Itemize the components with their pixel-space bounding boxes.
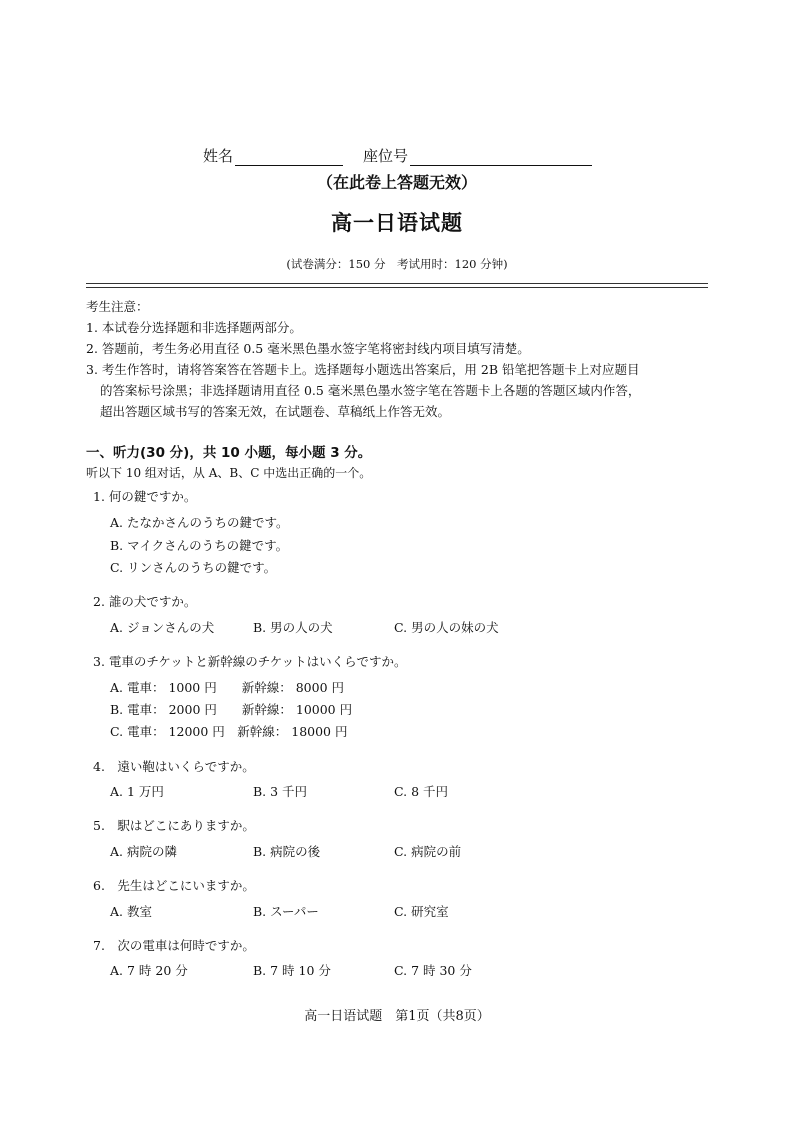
- question-2-option-c: C. 男の人の妹の犬: [394, 620, 499, 635]
- exam-subtitle: (试卷满分：150 分 考试用时：120 分钟): [286, 257, 508, 271]
- seat-blank[interactable]: [410, 149, 592, 166]
- exam-notes: [86, 296, 640, 422]
- question-3-option-c: C. 電車： 12000 円 新幹線： 18000 円: [110, 724, 348, 739]
- question-3-option-a: A. 電車： 1000 円 新幹線： 8000 円: [110, 680, 344, 695]
- name-seat-line: [203, 145, 592, 166]
- page-title: 高一日语试题: [331, 210, 463, 235]
- notes-item-3-line-3: 超出答题区域书写的答案无效，在试题卷、草稿纸上作答无效。: [100, 404, 451, 419]
- question-3: 3. 電車のチケットと新幹線のチケットはいくらですか。: [93, 654, 407, 669]
- question-7-option-b: B. 7 時 10 分: [253, 963, 331, 978]
- question-5-option-b: B. 病院の後: [253, 844, 321, 859]
- question-5: 5. 駅はどこにありますか。: [93, 818, 255, 833]
- divider-top: [86, 283, 708, 284]
- question-6-option-a: A. 教室: [110, 904, 152, 919]
- question-6: 6. 先生はどこにいますか。: [93, 878, 255, 893]
- question-6-option-b: B. スーパー: [253, 904, 319, 919]
- question-1-option-b: B. マイクさんのうちの鍵です。: [110, 538, 289, 553]
- question-2-option-a: A. ジョンさんの犬: [110, 620, 215, 635]
- question-4: 4. 遠い鞄はいくらですか。: [93, 759, 255, 774]
- seat-label: 座位号: [363, 147, 409, 165]
- question-4-option-c: C. 8 千円: [394, 784, 448, 799]
- page-footer: 高一日语试题 第1页（共8页）: [304, 1009, 490, 1024]
- question-2: 2. 誰の犬ですか。: [93, 594, 197, 609]
- section-instruction: 听以下 10 组对话，从 A、B、C 中选出正确的一个。: [86, 466, 372, 480]
- name-blank[interactable]: [235, 149, 343, 166]
- divider-bottom: [86, 287, 708, 288]
- question-7-option-c: C. 7 時 30 分: [394, 963, 472, 978]
- notes-item-1: 1. 本试卷分选择题和非选择题两部分。: [86, 320, 302, 335]
- notes-heading: 考生注意：: [86, 299, 149, 314]
- question-2-option-b: B. 男の人の犬: [253, 620, 333, 635]
- question-1-option-a: A. たなかさんのうちの鍵です。: [110, 515, 289, 530]
- question-3-option-b: B. 電車： 2000 円 新幹線： 10000 円: [110, 702, 353, 717]
- notes-item-2: 2. 答题前，考生务必用直径 0.5 毫米黑色墨水签字笔将密封线内项目填写清楚。: [86, 341, 530, 356]
- invalid-note: （在此卷上答题无效）: [316, 173, 477, 192]
- question-5-option-c: C. 病院の前: [394, 844, 462, 859]
- name-label: 姓名: [203, 147, 234, 165]
- question-7-option-a: A. 7 時 20 分: [110, 963, 188, 978]
- notes-item-3-line-1: 3. 考生作答时，请将答案答在答题卡上。选择题每小题选出答案后，用 2B 铅笔把答题卡上对应题目: [86, 362, 640, 377]
- question-1: 1. 何の鍵ですか。: [93, 489, 197, 504]
- question-4-option-a: A. 1 万円: [110, 784, 164, 799]
- section-title: 一、听力(30 分)，共 10 小题，每小题 3 分。: [86, 445, 372, 461]
- question-4-option-b: B. 3 千円: [253, 784, 308, 799]
- question-7: 7. 次の電車は何時ですか。: [93, 938, 255, 953]
- question-6-option-c: C. 研究室: [394, 904, 449, 919]
- question-1-option-c: C. リンさんのうちの鍵です。: [110, 560, 277, 575]
- notes-item-3-line-2: 的答案标号涂黑；非选择题请用直径 0.5 毫米黑色墨水签字笔在答题卡上各题的答题区域内作答，: [100, 383, 641, 398]
- question-5-option-a: A. 病院の隣: [110, 844, 177, 859]
